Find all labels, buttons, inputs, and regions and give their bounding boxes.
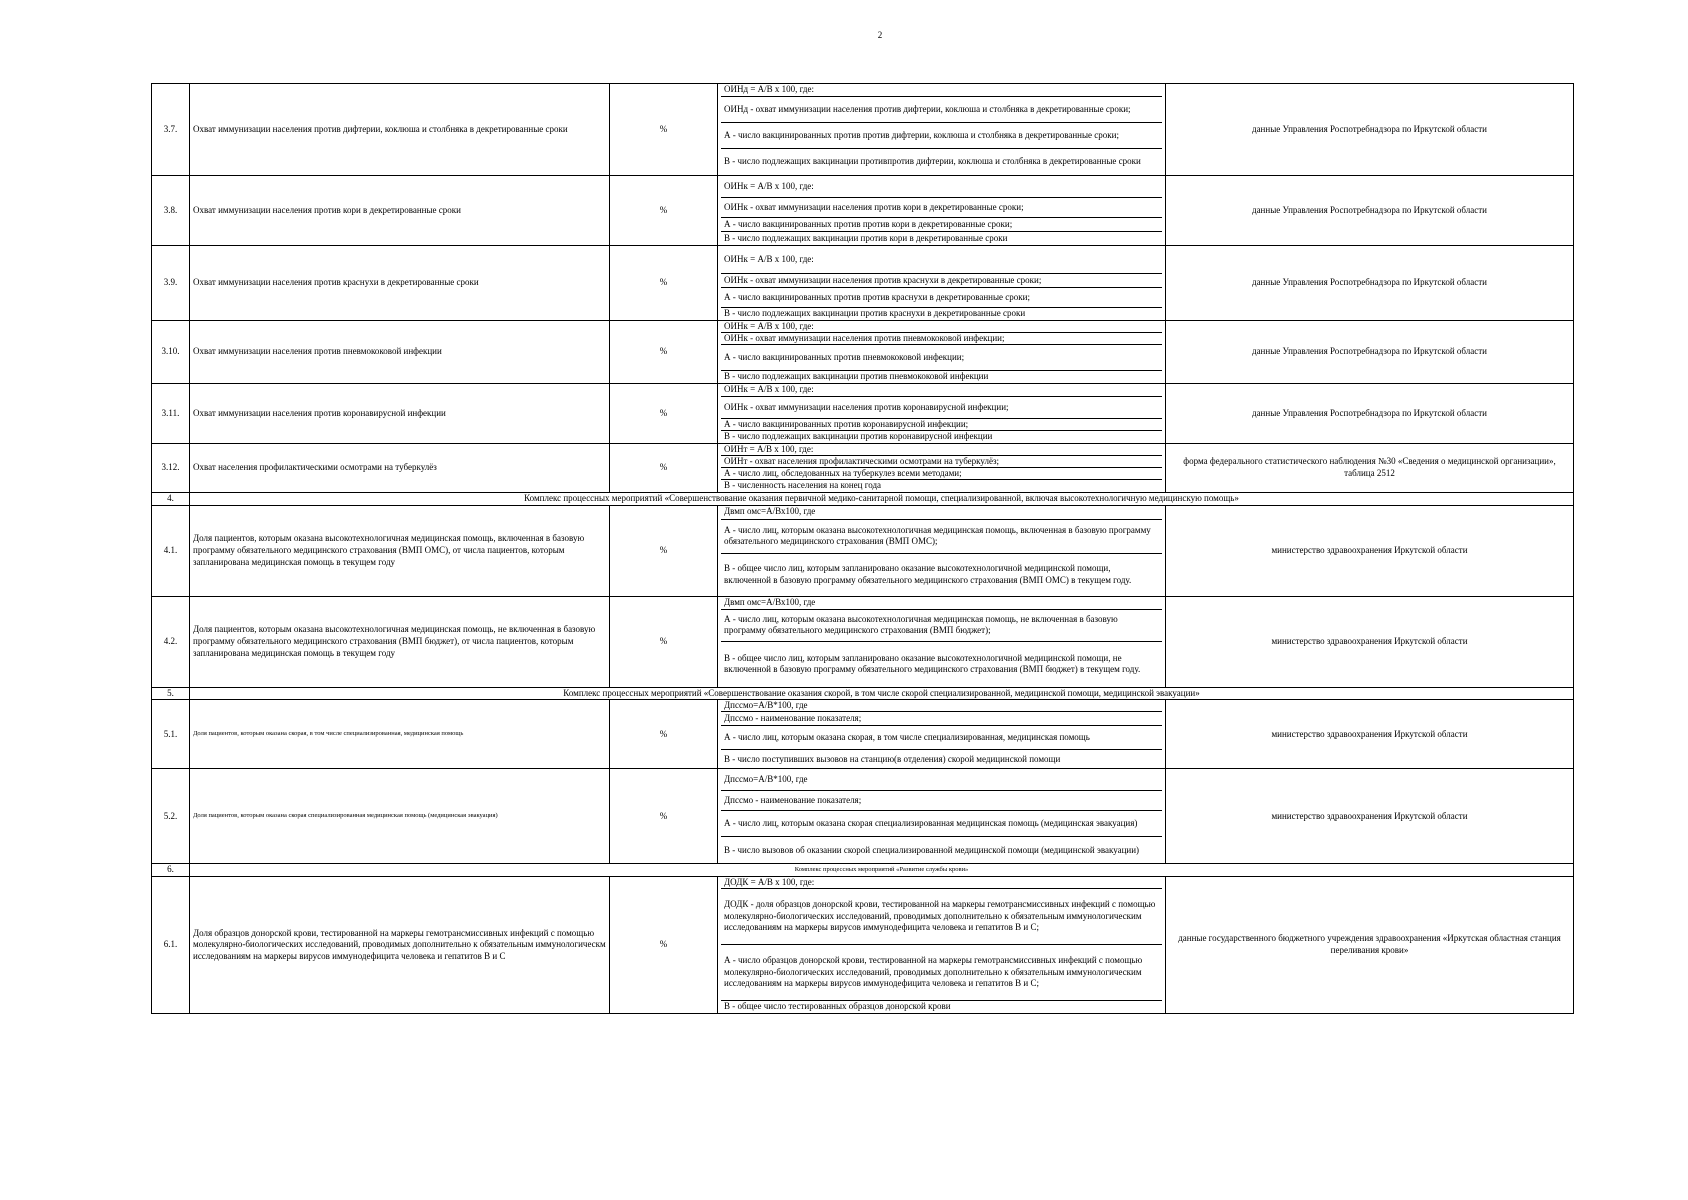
- row-number: 3.7.: [152, 84, 190, 176]
- formula-cell: [718, 700, 1166, 769]
- formula-line: А - число вакцинированных против пневмококовой инфекции;: [721, 345, 1162, 371]
- formula-line: ДОДК = А/В х 100, где:: [721, 877, 1162, 889]
- section-row: [152, 864, 1574, 877]
- row-number: 4.1.: [152, 505, 190, 596]
- row-number: 3.10.: [152, 321, 190, 384]
- formula-line: А - число вакцинированных против против краснухи в декретированные сроки;: [721, 288, 1162, 308]
- formula-line: Дпссмо=А/В*100, где: [721, 769, 1162, 791]
- page-number: 2: [877, 30, 883, 40]
- formula-line: ДОДК - доля образцов донорской крови, тестированной на маркеры гемотрансмиссивных инфекций с помощью молекулярно-биологических исследований, проводимых дополнительно к обязательным иммунологическим исследованиям на маркеры вирусов иммунодефицита человека и гепатитов В и С;: [721, 889, 1162, 945]
- formula-line: ОИНк - охват иммунизации населения против коронавирусной инфекции;: [721, 397, 1162, 419]
- formula-line: ОИНк = А/В х 100, где:: [721, 384, 1162, 397]
- source-cell: данные Управления Роспотребнадзора по Иркутской области: [1166, 176, 1574, 246]
- unit-cell: %: [610, 176, 718, 246]
- table-row: [152, 246, 1574, 321]
- section-title: Комплекс процессных мероприятий «Развитие службы крови»: [190, 864, 1574, 877]
- indicator-name: Доля пациентов, которым оказана высокотехнологичная медицинская помощь, включенная в базовую программу обязательного медицинского страхования (ВМП ОМС), от числа пациентов, которым запланирована медицинская помощь в текущем году: [190, 505, 610, 596]
- row-number: 5.2.: [152, 769, 190, 864]
- formula-line: ОИНк = А/В х 100, где:: [721, 176, 1162, 198]
- table-row: [152, 444, 1574, 493]
- formula-line: Дпссмо=А/В*100, где: [721, 700, 1162, 712]
- formula-line: В - число поступивших вызовов на станцию(в отделения) скорой медицинской помощи: [724, 753, 1061, 764]
- row-number: 3.9.: [152, 246, 190, 321]
- formula-line: А - число образцов донорской крови, тестированной на маркеры гемотрансмиссивных инфекций с помощью молекулярно-биологических исследований, проводимых дополнительно к обязательным иммунологическим исследованиям на маркеры вирусов иммунодефицита человека и гепатитов В и С;: [721, 945, 1162, 1001]
- formula-line: ОИНк - охват иммунизации населения против краснухи в декретированные сроки;: [721, 274, 1162, 288]
- table-row: [152, 84, 1574, 176]
- unit-cell: %: [610, 384, 718, 444]
- row-number: 6.1.: [152, 877, 190, 1014]
- source-cell: данные Управления Роспотребнадзора по Иркутской области: [1166, 321, 1574, 384]
- formula-line: В - число подлежащих вакцинации противпротив дифтерии, коклюша и столбняка в декретированные сроки: [724, 156, 1141, 167]
- formula-cell: [718, 176, 1166, 246]
- source-cell: министерство здравоохранения Иркутской области: [1166, 700, 1574, 769]
- formula-cell: [718, 246, 1166, 321]
- formula-line: Двмп омс=А/Вх100, где: [721, 597, 1162, 610]
- formula-line: А - число лиц, которым оказана высокотехнологичная медицинская помощь, не включенная в базовую программу обязательного медицинского страхования (ВМП бюджет);: [721, 610, 1162, 642]
- table-row: [152, 176, 1574, 246]
- indicator-name: Охват иммунизации населения против дифтерии, коклюша и столбняка в декретированные сроки: [190, 84, 610, 176]
- formula-line: В - число подлежащих вакцинации против коронавирусной инфекции: [724, 431, 993, 442]
- indicator-name: Доля пациентов, которым оказана скорая, в том числе специализированная, медицинская помощь: [190, 700, 610, 769]
- unit-cell: %: [610, 505, 718, 596]
- formula-line: Двмп омс=А/Вх100, где: [721, 506, 1162, 520]
- source-cell: министерство здравоохранения Иркутской области: [1166, 769, 1574, 864]
- indicator-name: Охват иммунизации населения против кори в декретированные сроки: [190, 176, 610, 246]
- formula-cell: [718, 505, 1166, 596]
- unit-cell: %: [610, 444, 718, 493]
- table-row: [152, 596, 1574, 687]
- formula-line: В - общее число лиц, которым запланировано оказание высокотехнологичной медицинской помощи, не включенной в базовую программу обязательного медицинского страхования (ВМП бюджет) в текущем году.: [724, 652, 1141, 675]
- formula-line: В - число подлежащих вакцинации против пневмококовой инфекции: [724, 371, 989, 382]
- formula-line: ОИНд = А/В х 100, где:: [721, 84, 1162, 97]
- section-row: [152, 687, 1574, 700]
- table-row: [152, 769, 1574, 864]
- table-row: [152, 321, 1574, 384]
- formula-line: А - число вакцинированных против против дифтерии, коклюша и столбняка в декретированные сроки;: [721, 123, 1162, 149]
- indicator-name: Доля образцов донорской крови, тестированной на маркеры гемотрансмиссивных инфекций с помощью молекулярно-биологических исследований, проводимых дополнительно к обязательным иммунологическм исследованиям на маркеры вирусов иммунодефицита человека и гепатитов В и С: [190, 877, 610, 1014]
- section-row: [152, 493, 1574, 506]
- unit-cell: %: [610, 877, 718, 1014]
- unit-cell: %: [610, 321, 718, 384]
- formula-line: Дпссмо - наименование показателя;: [721, 712, 1162, 726]
- section-number: 5.: [152, 687, 190, 700]
- unit-cell: %: [610, 596, 718, 687]
- formula-cell: [718, 877, 1166, 1014]
- formula-line: В - число подлежащих вакцинации против кори в декретированные сроки: [724, 232, 1008, 243]
- formula-line: В - общее число лиц, которым запланировано оказание высокотехнологичной медицинской помощи, включенной в базовую программу обязательного медицинского страхования (ВМП ОМС) в текущем году.: [724, 563, 1132, 585]
- formula-line: ОИНд - охват иммунизации населения против дифтерии, коклюша и столбняка в декретированные сроки;: [721, 97, 1162, 123]
- source-cell: форма федерального статистического наблюдения №30 «Сведения о медицинской организации», таблица 2512: [1166, 444, 1574, 493]
- section-title: Комплекс процессных мероприятий «Совершенствование оказания скорой, в том числе скорой специализированной, медицинской помощи, медицинской эвакуации»: [190, 687, 1574, 700]
- formula-cell: [718, 596, 1166, 687]
- section-title: Комплекс процессных мероприятий «Совершенствование оказания первичной медико-санитарной помощи, специализированной, включая высокотехнологичную медицинскую помощь»: [190, 493, 1574, 506]
- formula-line: ОИНт - охват населения профилактическими осмотрами на туберкулёз;: [721, 456, 1162, 468]
- table-row: [152, 384, 1574, 444]
- indicator-name: Доля пациентов, которым оказана скорая специализированная медицинская помощь (медицинская эвакуация): [190, 769, 610, 864]
- formula-line: ОИНк = А/В х 100, где:: [721, 246, 1162, 274]
- formula-line: А - число лиц, которым оказана скорая специализированная медицинская помощь (медицинская эвакуация): [721, 811, 1162, 837]
- formula-line: В - число подлежащих вакцинации против краснухи в декретированные сроки: [724, 308, 1026, 319]
- row-number: 5.1.: [152, 700, 190, 769]
- source-cell: данные Управления Роспотребнадзора по Иркутской области: [1166, 84, 1574, 176]
- row-number: 3.12.: [152, 444, 190, 493]
- formula-line: А - число лиц, которым оказана высокотехнологичная медицинская помощь, включенная в базовую программу обязательного медицинского страхования (ВМП ОМС);: [721, 520, 1162, 554]
- row-number: 4.2.: [152, 596, 190, 687]
- source-cell: министерство здравоохранения Иркутской области: [1166, 596, 1574, 687]
- source-cell: министерство здравоохранения Иркутской области: [1166, 505, 1574, 596]
- formula-line: В - общее число тестированных образцов донорской крови: [724, 1001, 951, 1012]
- formula-line: ОИНт = А/В х 100, где:: [721, 444, 1162, 456]
- indicator-name: Охват иммунизации населения против пневмококовой инфекции: [190, 321, 610, 384]
- unit-cell: %: [610, 769, 718, 864]
- indicator-name: Доля пациентов, которым оказана высокотехнологичная медицинская помощь, не включенная в базовую программу обязательного медицинского страхования (ВМП бюджет), от числа пациентов, которым запланирована медицинская помощь в текущем году: [190, 596, 610, 687]
- formula-line: А - число вакцинированных против против кори в декретированные сроки;: [721, 218, 1162, 232]
- formula-cell: [718, 384, 1166, 444]
- source-cell: данные государственного бюджетного учреждения здравоохранения «Иркутская областная станция переливания крови»: [1166, 877, 1574, 1014]
- indicator-name: Охват населения профилактическими осмотрами на туберкулёз: [190, 444, 610, 493]
- formula-line: ОИНк = А/В х 100, где:: [721, 321, 1162, 333]
- source-cell: данные Управления Роспотребнадзора по Иркутской области: [1166, 384, 1574, 444]
- section-number: 4.: [152, 493, 190, 506]
- formula-line: ОИНк - охват иммунизации населения против пневмококовой инфекции;: [721, 333, 1162, 345]
- section-number: 6.: [152, 864, 190, 877]
- formula-cell: [718, 321, 1166, 384]
- row-number: 3.8.: [152, 176, 190, 246]
- formula-line: В - численность населения на конец года: [724, 480, 882, 491]
- formula-line: Дпссмо - наименование показателя;: [721, 791, 1162, 811]
- table-row: [152, 877, 1574, 1014]
- table-row: [152, 505, 1574, 596]
- unit-cell: %: [610, 84, 718, 176]
- unit-cell: %: [610, 246, 718, 321]
- formula-cell: [718, 84, 1166, 176]
- formula-line: ОИНк - охват иммунизации населения против кори в декретированные сроки;: [721, 198, 1162, 218]
- formula-cell: [718, 444, 1166, 493]
- formula-line: А - число вакцинированных против коронавирусной инфекции;: [721, 419, 1162, 431]
- row-number: 3.11.: [152, 384, 190, 444]
- indicator-name: Охват иммунизации населения против краснухи в декретированные сроки: [190, 246, 610, 321]
- indicator-name: Охват иммунизации населения против коронавирусной инфекции: [190, 384, 610, 444]
- formula-line: А - число лиц, которым оказана скорая, в том числе специализированная, медицинская помощь: [721, 726, 1162, 750]
- unit-cell: %: [610, 700, 718, 769]
- table-row: [152, 700, 1574, 769]
- indicators-table: [151, 83, 1574, 1014]
- formula-line: В - число вызовов об оказании скорой специализированной медицинской помощи (медицинской эвакуации): [724, 844, 1140, 855]
- formula-line: А - число лиц, обследованных на туберкулез всеми методами;: [721, 468, 1162, 480]
- formula-cell: [718, 769, 1166, 864]
- source-cell: данные Управления Роспотребнадзора по Иркутской области: [1166, 246, 1574, 321]
